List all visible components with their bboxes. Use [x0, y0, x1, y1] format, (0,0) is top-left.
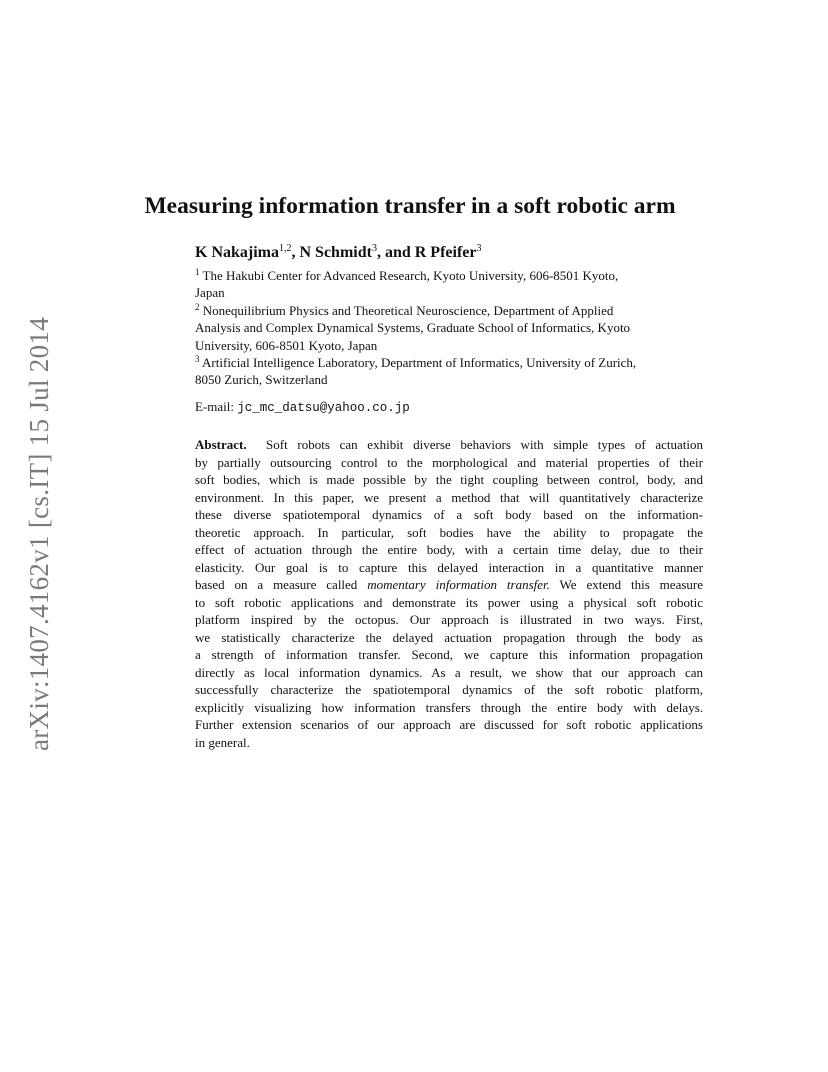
affiliation-text: Nonequilibrium Physics and Theoretical Neuroscience, Department of Applied [202, 302, 614, 318]
abstract-text: We extend this measure [549, 577, 703, 592]
abstract-line: these diverse spatiotemporal dynamics of a soft body based on the information- [195, 507, 703, 522]
abstract-line: platform inspired by the octopus. Our approach is illustrated in two ways. First, [195, 612, 703, 627]
affiliation-mark: 2 [195, 301, 200, 312]
arxiv-identifier-stamp: arXiv:1407.4162v1 [cs.IT] 15 Jul 2014 [24, 316, 54, 752]
author-affiliation-mark: 3 [371, 243, 377, 254]
abstract-emphasis: momentary information transfer. [367, 577, 550, 592]
abstract-line: successfully characterize the spatiotemporal dynamics of the soft robotic platform, [195, 682, 703, 697]
email-address: jc_mc_datsu@yahoo.co.jp [237, 401, 410, 415]
abstract-line: Further extension scenarios of our approach are discussed for soft robotic applications [195, 717, 703, 732]
affiliation-line: 8050 Zurich, Switzerland [195, 372, 328, 388]
author-affiliation-mark: 3 [476, 243, 482, 254]
abstract-line [195, 436, 703, 454]
affiliation-text: The Hakubi Center for Advanced Research, Kyoto University, 606-8501 Kyoto, [202, 268, 619, 283]
abstract-line [195, 576, 703, 594]
abstract-line: soft bodies, which is made possible by the tight coupling between control, body, and [195, 472, 703, 487]
affiliation-text: Artificial Intelligence Laboratory, Department of Informatics, University of Zurich, [202, 355, 637, 371]
author-name: K Nakajima [195, 244, 279, 261]
abstract-line: directly as local information dynamics. As a result, we show that our approach can [195, 664, 703, 680]
affiliation-line: Analysis and Complex Dynamical Systems, Graduate School of Informatics, Kyoto [195, 320, 631, 336]
author-separator: , [291, 244, 300, 261]
affiliation-line [195, 302, 705, 319]
abstract-line: elasticity. Our goal is to capture this delayed interaction in a quantitative manner [195, 559, 703, 575]
affiliation-line: Japan [195, 285, 225, 301]
author-name: R Pfeifer [414, 244, 477, 261]
affiliation-mark: 1 [195, 267, 200, 277]
abstract-line: theoretic approach. In particular, soft bodies have the ability to propagate the [195, 524, 703, 540]
affiliation-line: University, 606-8501 Kyoto, Japan [195, 337, 378, 353]
affiliation-mark: 3 [195, 354, 200, 365]
abstract-label: Abstract. [195, 437, 247, 452]
author-list [195, 242, 715, 264]
abstract-line: a strength of information transfer. Second, we capture this information propagation [195, 647, 703, 662]
author-name: N Schmidt [299, 244, 372, 261]
abstract-text: based on a measure called [195, 577, 368, 592]
abstract-line: we statistically characterize the delayed actuation propagation through the body as [195, 629, 703, 645]
abstract-line: by partially outsourcing control to the morphological and material properties of their [195, 454, 703, 470]
abstract-text: Soft robots can exhibit diverse behaviors with simple types of actuation [266, 437, 704, 452]
author-separator: , and [376, 244, 415, 261]
abstract-line: environment. In this paper, we present a method that will quantitatively characterize [195, 489, 703, 505]
abstract-block [195, 436, 703, 751]
paper-title: Measuring information transfer in a soft robotic arm [144, 193, 676, 219]
affiliation-list [195, 267, 705, 389]
abstract-line: effect of actuation through the entire body, with a certain time delay, due to their [195, 542, 703, 557]
author-affiliation-mark: 1,2 [279, 243, 292, 254]
affiliation-line [195, 354, 705, 371]
abstract-line: to soft robotic applications and demonstrate its power using a physical soft robotic [195, 594, 703, 610]
abstract-line: in general. [195, 734, 250, 750]
affiliation-line [195, 267, 705, 284]
email-label: E-mail: [195, 399, 234, 414]
contact-email [195, 398, 410, 417]
abstract-line: explicitly visualizing how information transfers through the entire body with delays. [195, 699, 703, 715]
